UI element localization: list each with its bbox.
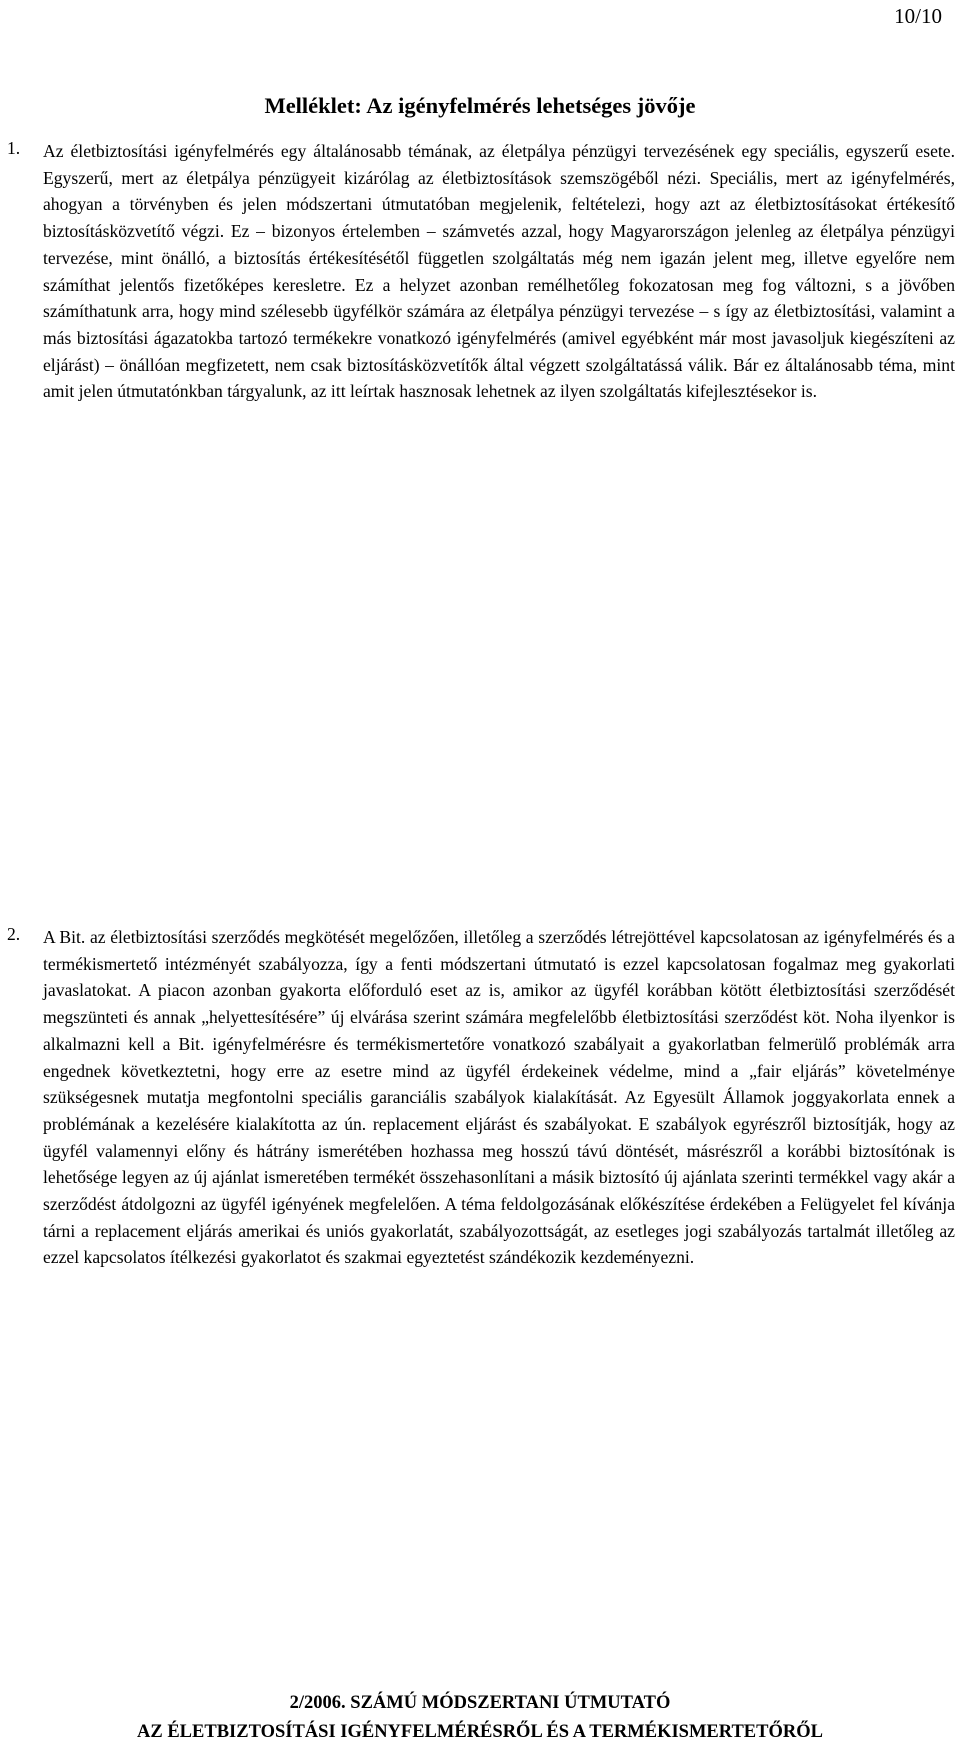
footer-subtitle: AZ ÉLETBIZTOSÍTÁSI IGÉNYFELMÉRÉSRŐL ÉS A TERMÉKISMERTETŐRŐL	[137, 1722, 823, 1742]
list-item-number: 2.	[7, 924, 21, 944]
list-item-text: A Bit. az életbiztosítási szerződés megkötését megelőzően, illetőleg a szerződés létrejöttével kapcsolatosan az igényfelmérés és a termékismertető intézményét szabályozza, így a fenti módszertani útmutató is ezzel kapcsolatosan fogalmaz meg gyakorlati javaslatokat. A piacon azonban gyakorta előforduló eset az is, amikor az ügyfél korábban kötött életbiztosítási szerződését megszünteti és annak „helyettesítésére” új elvárása szerint számára megfelelőbb életbiztosítási szerződést köt. Noha ilyenkor is alkalmazni kell a Bit. igényfelmérésre és termékismertetőre vonatkozó szabályait a gyakorlatban felmerülő problémák arra engednek következtetni, hogy erre az esetre mind az ügyfél érdekeinek védelme, mind a „fair eljárás” követelménye szükségesnek mutatja megfontolni speciális garanciális szabályok kialakítását. Az Egyesült Államok joggyakorlata ennek a problémának a kezelésére kialakította az ún. replacement eljárást és szabályokat. E szabályok egyrészről biztosítják, hogy az ügyfél valamennyi előny és hátrány ismerétében hozhassa meg hosszú távú döntését, másrészről a korábbi biztosítónak is lehetősége legyen az új ajánlat ismeretében termékét összehasonlítani a másik biztosító új ajánlata szerinti termékkel vagy akár a szerződést átdolgozni az ügyfél igényének megfelelően. A téma feldolgozásának előkészítése érdekében a Felügyelet fel kívánja tárni a replacement eljárás amerikai és uniós gyakorlatát, szabályozottságát, az esetleges jogi szabályozás tartalmát illetőleg az ezzel kapcsolatos ítélkezési gyakorlatot és szakmai egyeztetést szándékozik kezdeményezni.	[43, 927, 955, 1268]
page-number: 10/10	[894, 4, 942, 28]
list-item-number: 1.	[7, 138, 21, 158]
footer-title: 2/2006. SZÁMÚ MÓDSZERTANI ÚTMUTATÓ	[289, 1693, 671, 1713]
page-title: Melléklet: Az igényfelmérés lehetséges jövője	[264, 93, 696, 118]
list-item-text: Az életbiztosítási igényfelmérés egy általánosabb témának, az életpálya pénzügyi tervezésének egy speciális, egyszerű esete. Egyszerű, mert az életpálya pénzügyeit kizárólag az életbiztosítások szemszögéből nézi. Speciális, mert az igényfelmérés, ahogyan a törvényben és jelen módszertani útmutatóban megjelenik, feltételezi, hogy azt az életbiztosításokat értékesítő biztosításközvetítő végzi. Ez – bizonyos értelemben – számvetés azzal, hogy Magyarországon jelenleg az életpálya pénzügyi tervezése, mint önálló, a biztosítás értékesítésétől független szolgáltatás még nem igazán jelent meg, illetve egyelőre nem számíthat jelentős fizetőképes keresletre. Ez a helyzet azonban remélhetőleg fokozatosan meg fog változni, s a jövőben számíthatunk arra, hogy mind szélesebb ügyfélkör számára az életpálya pénzügyi tervezése – s így az életbiztosítási, valamint a más biztosítási ágazatokba tartozó termékekre vonatkozó igényfelmérés (amivel egyébként már most javasoljuk kiegészíteni az eljárást) – önállóan megfizetett, nem csak biztosításközvetítők által végzett szolgáltatássá válik. Bár ez általánosabb téma, mint amit jelen útmutatónkban tárgyalunk, az itt leírtak hasznosak lehetnek az ilyen szolgáltatás kifejlesztésekor is.	[43, 141, 955, 402]
